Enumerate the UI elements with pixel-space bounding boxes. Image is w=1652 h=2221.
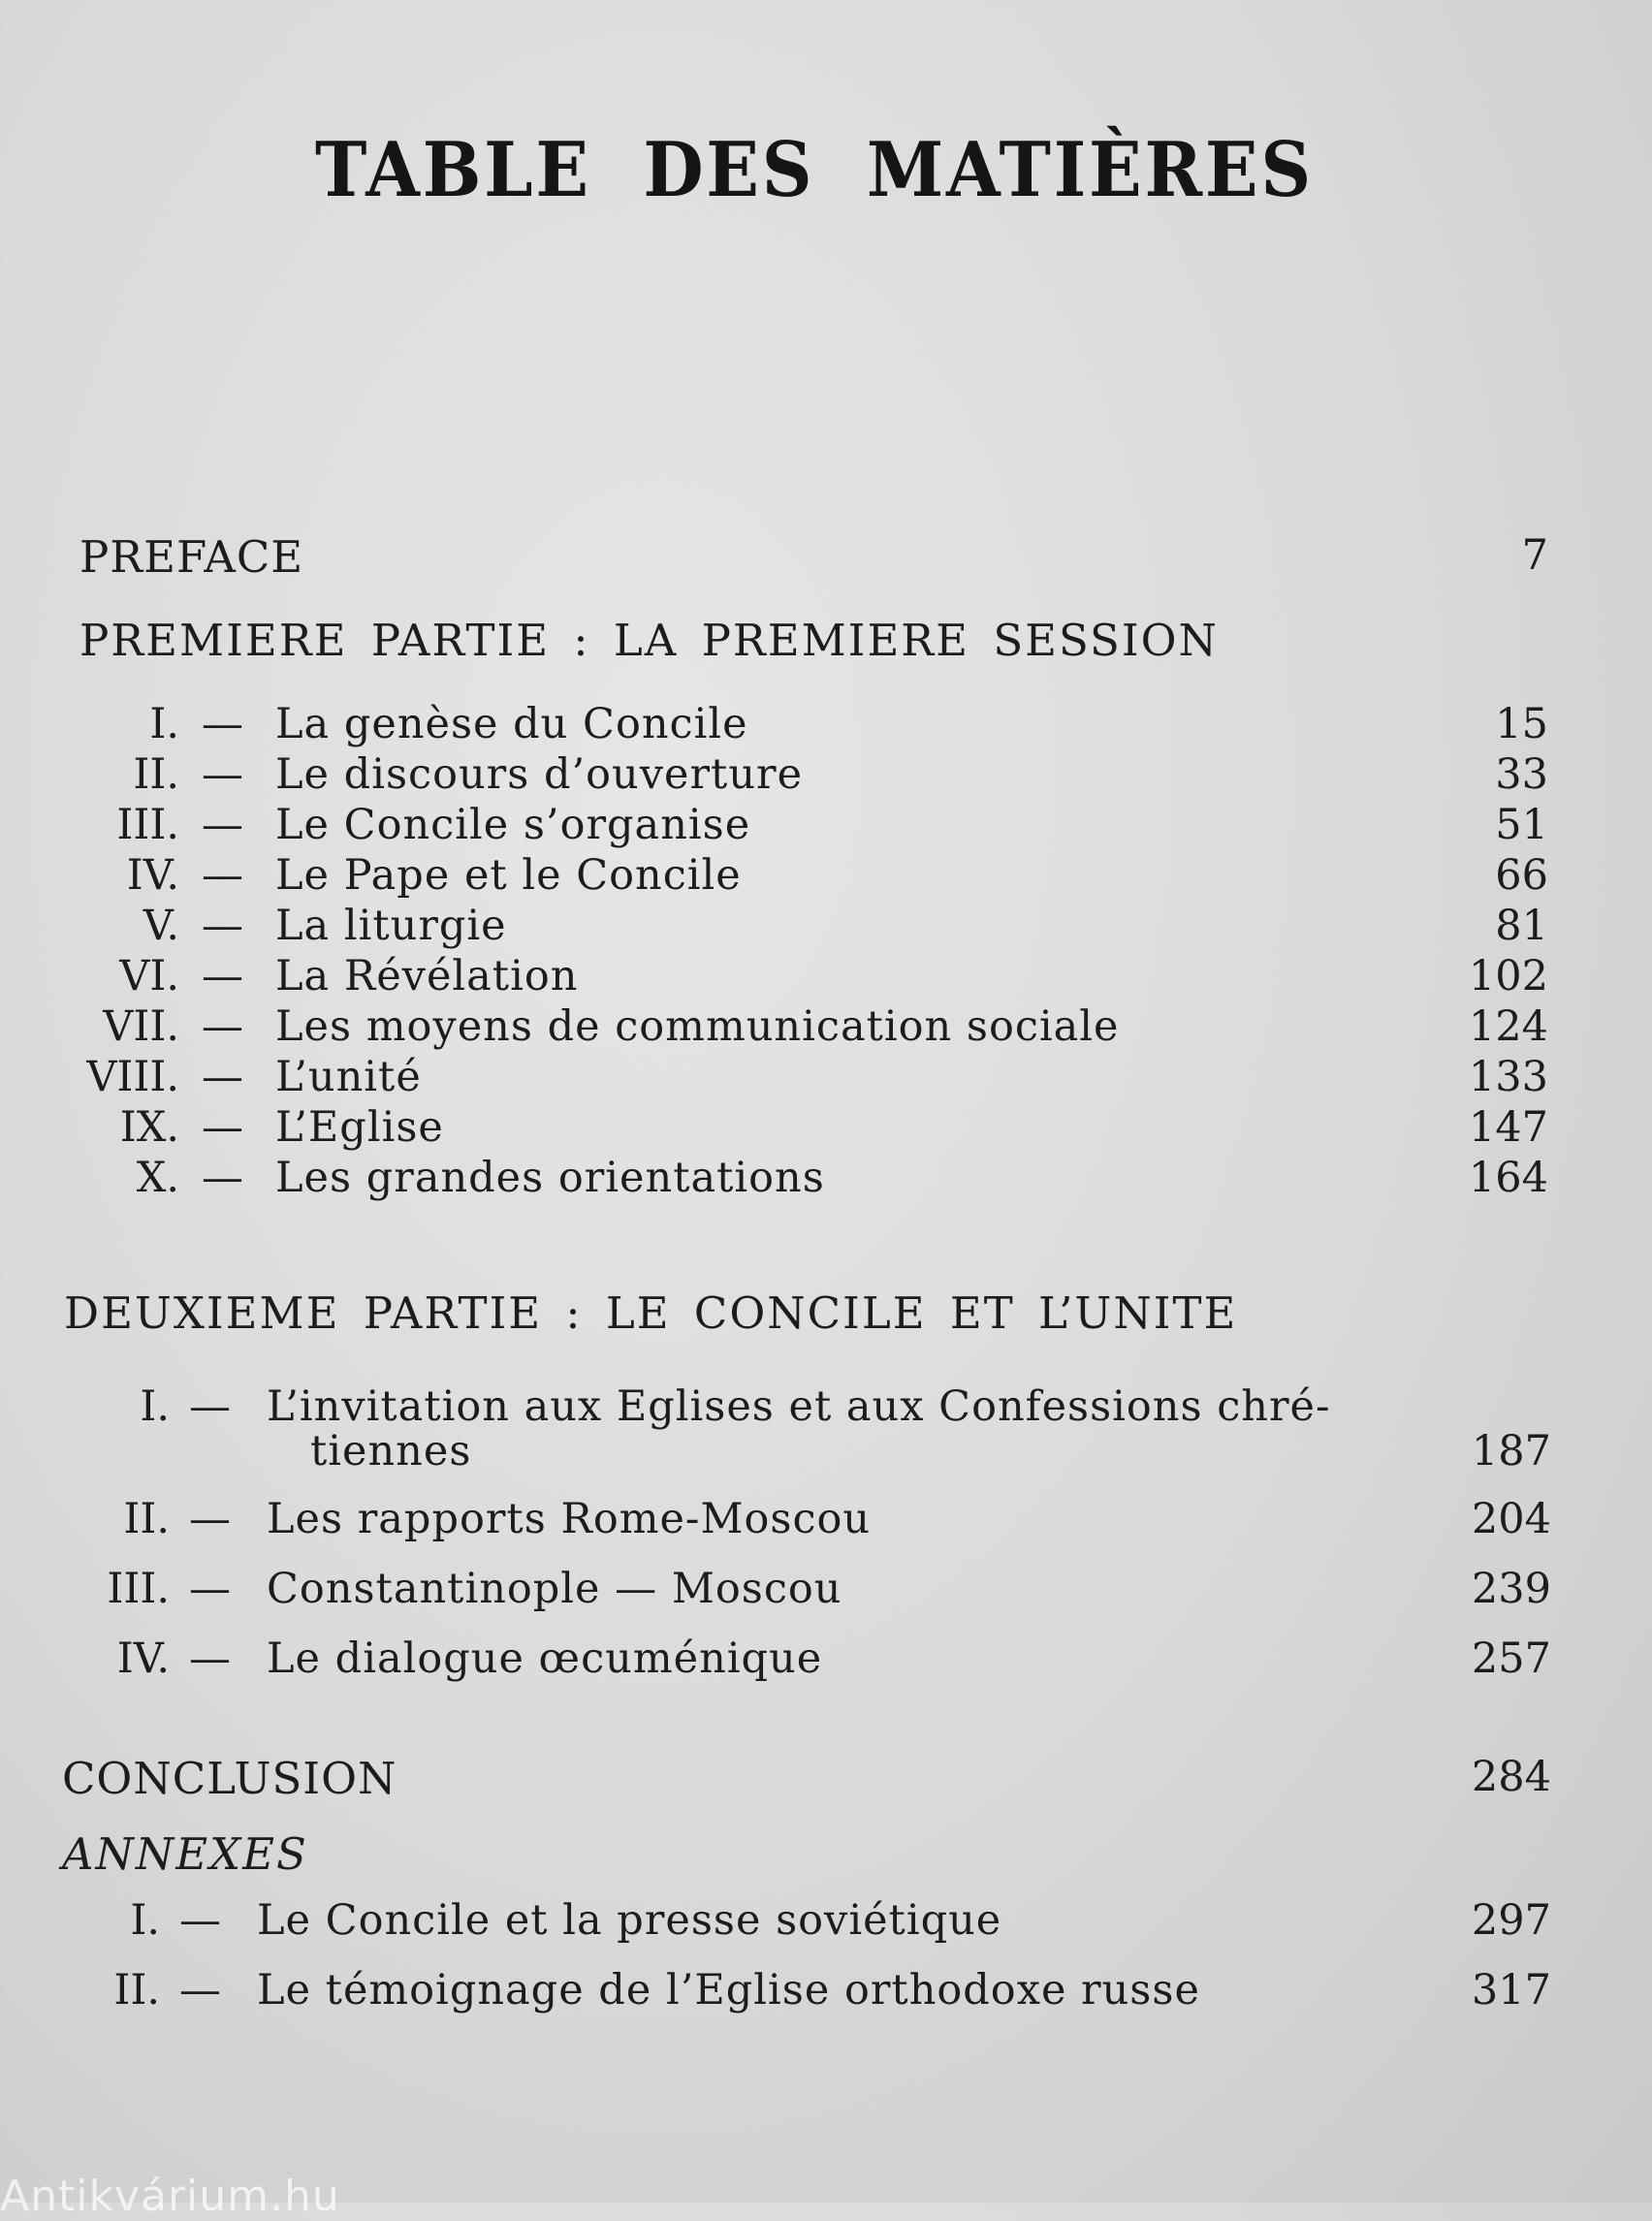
em-dash: — [202,952,243,1000]
chapter-title: La liturgie [275,902,507,950]
page-number: 15 [1495,700,1548,748]
part-1-heading: PREMIERE PARTIE : LA PREMIERE SESSION [79,615,1219,666]
dot-leader [785,859,1413,898]
toc-entry[interactable] [58,1154,1548,1208]
dot-leader [853,1161,1413,1200]
conclusion-label: CONCLUSION [62,1753,397,1804]
chapter-title-continuation: tiennes [310,1427,472,1475]
em-dash: — [202,1053,243,1101]
chapter-title: Constantinople — Moscou [267,1565,842,1613]
page-number: 147 [1468,1103,1548,1152]
em-dash: — [202,1154,243,1202]
annex-title: Le témoignage de l’Eglise orthodoxe russe [257,1966,1200,2015]
dot-leader [456,1111,1413,1150]
chapter-number: I. [149,700,179,748]
em-dash: — [202,902,243,950]
toc-entry[interactable] [58,1002,1548,1057]
dot-leader [611,960,1413,999]
dot-leader [785,708,1413,746]
chapter-number: VIII. [86,1053,179,1101]
em-dash: — [189,1382,231,1431]
chapter-title: La Révélation [275,952,579,1000]
toc-entry[interactable] [53,1634,1551,1689]
dot-leader [1275,1974,1415,2013]
em-dash: — [202,700,243,748]
chapter-number: VII. [103,1002,179,1051]
chapter-title: L’invitation aux Eglises et aux Confessions chré- [267,1382,1331,1431]
annex-number: I. [130,1896,160,1945]
part-2-heading: DEUXIEME PARTIE : LE CONCILE ET L’UNITE [64,1287,1238,1339]
dot-leader [824,758,1413,797]
page-number: 187 [1471,1427,1551,1475]
em-dash: — [189,1565,231,1613]
em-dash: — [202,1103,243,1152]
toc-entry[interactable] [58,1053,1548,1107]
dot-leader [1183,1010,1413,1049]
dot-leader [446,1061,1413,1099]
page-number: 33 [1495,750,1548,799]
em-dash: — [179,1966,221,2015]
dot-leader [509,1435,1415,1474]
toc-entry[interactable] [58,750,1548,805]
page-number: 7 [1521,531,1548,580]
toc-entry[interactable] [53,1495,1551,1549]
page-number: 164 [1468,1154,1548,1202]
annexes-heading: ANNEXES [62,1828,308,1880]
em-dash: — [202,801,243,849]
chapter-title: Le Pape et le Concile [275,851,742,900]
toc-entry[interactable] [58,700,1548,754]
page-number: 204 [1471,1495,1551,1543]
page-number: 284 [1471,1753,1551,1801]
toc-entry[interactable] [53,1382,1551,1479]
page-number: 297 [1471,1896,1551,1945]
chapter-title: Les moyens de communication sociale [275,1002,1120,1051]
toc-entry[interactable] [58,801,1548,855]
dot-leader [1071,1904,1415,1943]
chapter-number: V. [143,902,179,950]
em-dash: — [202,851,243,900]
toc-entry[interactable] [58,902,1548,956]
watermark: Antikvárium.hu [0,2172,340,2221]
toc-entry[interactable] [53,1896,1551,1951]
toc-entry-preface[interactable] [79,531,1548,586]
dot-leader [785,809,1413,847]
chapter-title: Le Concile s’organise [275,801,751,849]
em-dash: — [189,1634,231,1683]
em-dash: — [202,750,243,799]
annex-number: II. [113,1966,160,2015]
page-number: 51 [1495,801,1548,849]
page-number: 81 [1495,902,1548,950]
chapter-title: L’Eglise [275,1103,444,1152]
em-dash: — [179,1896,221,1945]
dot-leader [524,909,1413,948]
chapter-number: X. [136,1154,179,1202]
toc-entry-conclusion[interactable] [62,1753,1551,1807]
toc-entry[interactable] [58,952,1548,1006]
page-number: 66 [1495,851,1548,900]
chapter-number: IX. [119,1103,179,1152]
chapter-number: III. [116,801,179,849]
dot-leader [887,1642,1415,1681]
toc-entry[interactable] [53,1966,1551,2020]
chapter-number: I. [140,1382,170,1431]
dot-leader [341,539,1417,578]
em-dash: — [202,1002,243,1051]
toc-entry[interactable] [53,1565,1551,1619]
chapter-title: Le discours d’ouverture [275,750,804,799]
chapter-title: La genèse du Concile [275,700,748,748]
page-number: 124 [1468,1002,1548,1051]
dot-leader [906,1572,1415,1611]
chapter-title: Le dialogue œcuménique [267,1634,823,1683]
toc-entry[interactable] [58,851,1548,905]
dot-leader [916,1503,1415,1541]
annex-title: Le Concile et la presse soviétique [257,1896,1002,1945]
chapter-number: IV. [116,1634,170,1683]
dot-leader [411,1761,1415,1799]
chapter-number: III. [107,1565,170,1613]
em-dash: — [189,1495,231,1543]
chapter-number: II. [123,1495,170,1543]
chapter-title: L’unité [275,1053,422,1101]
preface-label: PREFACE [79,531,304,583]
page-number: 317 [1471,1966,1551,2015]
chapter-title: Les rapports Rome-Moscou [267,1495,872,1543]
chapter-title: Les grandes orientations [275,1154,825,1202]
chapter-number: VI. [119,952,179,1000]
page-number: 133 [1468,1053,1548,1101]
page-number: 102 [1468,952,1548,1000]
chapter-number: IV. [126,851,179,900]
page-number: 257 [1471,1634,1551,1683]
page-number: 239 [1471,1565,1551,1613]
chapter-number: II. [133,750,179,799]
toc-entry[interactable] [58,1103,1548,1158]
page-title: TABLE DES MATIÈRES [315,126,1314,214]
